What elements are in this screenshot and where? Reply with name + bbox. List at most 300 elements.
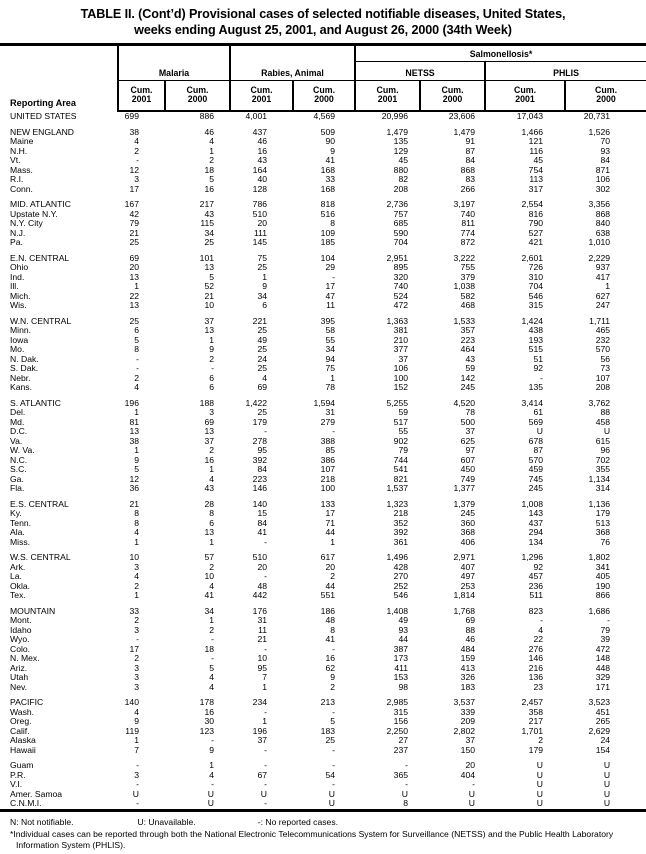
value-cell: 517 <box>393 417 409 427</box>
value-cell: 617 <box>320 553 336 562</box>
value-cell: 84 <box>257 465 268 474</box>
value-cell: 13 <box>129 301 139 310</box>
value-cell: 37 <box>465 736 476 745</box>
reporting-area-cell: Calif. <box>10 726 30 736</box>
value-cell: 510 <box>252 209 268 219</box>
value-cell: 186 <box>320 606 336 616</box>
table-row <box>0 437 646 447</box>
value-cell: 44 <box>398 635 409 644</box>
value-cell: 2 <box>134 616 139 625</box>
value-cell: 101 <box>199 253 215 263</box>
value-cell: 16 <box>257 146 268 156</box>
value-cell: 1,379 <box>453 499 476 509</box>
value-cell: 678 <box>528 436 544 446</box>
value-cell: 1,136 <box>588 499 611 509</box>
table-row <box>0 635 646 645</box>
footnote-star: *Individual cases can be reported through both the National Electronic Telecommunications System for Surveillance (NETSS) and the Public Health Laboratory Information System (PHLIS). <box>10 828 614 850</box>
value-cell: 392 <box>252 455 268 465</box>
value-cell: 279 <box>320 417 336 427</box>
value-cell: 638 <box>595 228 611 238</box>
value-cell: 41 <box>204 591 215 600</box>
table-row <box>0 427 646 437</box>
value-cell: 179 <box>252 417 268 427</box>
value-cell: 407 <box>460 562 476 572</box>
value-cell: 392 <box>393 528 409 537</box>
reporting-area-cell: Guam <box>10 761 34 770</box>
value-cell: 84 <box>257 518 268 528</box>
value-cell: 1,424 <box>521 316 544 326</box>
value-cell: - <box>136 156 139 165</box>
value-cell: 880 <box>393 165 409 175</box>
reporting-area-cell: N. Dak. <box>10 354 39 364</box>
value-cell: 685 <box>393 219 409 228</box>
value-cell: 541 <box>393 465 409 474</box>
value-cell: U <box>603 427 611 436</box>
value-cell: 88 <box>465 625 476 635</box>
value-cell: 821 <box>393 474 409 484</box>
value-cell: 4,569 <box>313 111 336 121</box>
value-cell: 33 <box>129 606 139 616</box>
value-cell: 57 <box>204 553 215 562</box>
value-cell: 451 <box>595 707 611 717</box>
value-cell: 355 <box>595 465 611 474</box>
value-cell: 196 <box>124 398 139 408</box>
value-cell: 92 <box>533 364 544 373</box>
value-cell: 111 <box>253 228 268 238</box>
value-cell: 13 <box>129 272 139 282</box>
value-cell: 31 <box>257 616 268 625</box>
value-cell: 79 <box>398 446 409 455</box>
value-cell: 55 <box>325 335 336 345</box>
value-cell: U <box>536 799 544 808</box>
value-cell: 265 <box>595 717 611 726</box>
table-row <box>0 364 646 374</box>
value-cell: 24 <box>257 354 268 364</box>
value-cell: 37 <box>204 316 215 326</box>
value-cell: 740 <box>393 282 409 291</box>
value-cell: 245 <box>460 383 476 392</box>
reporting-area-cell: Ariz. <box>10 663 28 673</box>
value-cell: 516 <box>320 209 336 219</box>
value-cell: 20,996 <box>381 111 409 121</box>
value-cell: 185 <box>320 238 336 247</box>
value-cell: 153 <box>393 673 409 682</box>
value-cell: 704 <box>393 238 409 247</box>
value-cell: - <box>136 635 139 644</box>
value-cell: 209 <box>460 717 476 726</box>
value-cell: - <box>332 272 336 282</box>
table-row <box>0 210 646 220</box>
value-cell: 2,736 <box>386 200 409 209</box>
table-row <box>0 200 646 210</box>
value-cell: 16 <box>204 455 215 465</box>
value-cell: 179 <box>528 745 544 755</box>
table-row <box>0 771 646 781</box>
value-cell: 36 <box>129 484 139 493</box>
value-cell: 13 <box>129 427 139 436</box>
value-cell: 176 <box>252 606 268 616</box>
value-cell: 2 <box>209 562 215 572</box>
value-cell: 2 <box>209 354 215 364</box>
value-cell: 314 <box>595 484 611 493</box>
value-cell: 168 <box>320 165 336 175</box>
table-row <box>0 282 646 292</box>
value-cell: 1 <box>262 272 268 282</box>
table-row <box>0 418 646 428</box>
value-cell: 21 <box>129 228 139 238</box>
value-cell: 2,951 <box>386 253 409 263</box>
value-cell: 49 <box>398 616 409 625</box>
reporting-area-cell: Mont. <box>10 616 32 625</box>
value-cell: 168 <box>320 184 336 194</box>
value-cell: 10 <box>257 654 268 663</box>
value-cell: 223 <box>460 335 476 345</box>
table-row <box>0 229 646 239</box>
value-cell: 20 <box>325 562 336 572</box>
reporting-area-cell: Maine <box>10 137 34 146</box>
value-cell: 6 <box>262 301 268 310</box>
value-cell: 79 <box>129 219 139 228</box>
reporting-area-cell: PACIFIC <box>10 698 44 707</box>
value-cell: - <box>264 537 268 547</box>
value-cell: 278 <box>252 436 268 446</box>
table-row <box>0 528 646 538</box>
value-cell: 937 <box>595 263 611 272</box>
reporting-area-cell: S. Dak. <box>10 364 39 373</box>
reporting-area-cell: La. <box>10 572 22 581</box>
reporting-area-cell: N.Y. City <box>10 219 43 228</box>
value-cell: 1 <box>209 761 215 770</box>
value-cell: 59 <box>398 408 409 417</box>
reporting-area-cell: Alaska <box>10 736 36 745</box>
value-cell: 37 <box>465 427 476 436</box>
value-cell: 310 <box>528 272 544 282</box>
value-cell: 87 <box>465 146 476 156</box>
value-cell: 113 <box>529 175 544 184</box>
value-cell: 377 <box>393 345 409 354</box>
value-cell: 33 <box>325 175 336 184</box>
value-cell: 1,363 <box>386 316 409 326</box>
footnote-not-notifiable: N: Not notifiable. <box>10 816 74 827</box>
reporting-area-cell: Ky. <box>10 509 22 518</box>
value-cell: 4 <box>209 581 215 591</box>
value-cell: 4 <box>209 474 215 484</box>
value-cell: 4 <box>209 673 215 682</box>
value-cell: 9 <box>209 745 215 755</box>
value-cell: 341 <box>595 562 611 572</box>
value-cell: 886 <box>199 111 215 121</box>
value-cell: 607 <box>460 455 476 465</box>
col-header-malaria-2001: Cum. 2001 <box>118 81 165 112</box>
value-cell: 8 <box>134 509 139 518</box>
value-cell: 91 <box>465 137 476 146</box>
table-row <box>0 273 646 283</box>
value-cell: 121 <box>528 137 544 146</box>
value-cell: 757 <box>393 209 409 219</box>
value-cell: 3 <box>134 562 139 572</box>
value-cell: 51 <box>533 354 544 364</box>
reporting-area-cell: Ark. <box>10 562 26 572</box>
value-cell: 1,008 <box>521 499 544 509</box>
value-cell: 16 <box>325 654 336 663</box>
value-cell: 39 <box>600 635 611 644</box>
value-cell: - <box>264 780 268 789</box>
table-row <box>0 408 646 418</box>
value-cell: 140 <box>124 698 139 707</box>
reporting-area-cell: MID. ATLANTIC <box>10 200 71 209</box>
reporting-area-cell: Tenn. <box>10 518 32 528</box>
value-cell: 217 <box>528 717 544 726</box>
table-row <box>0 673 646 683</box>
disease-table <box>0 43 646 812</box>
table-row <box>0 238 646 248</box>
value-cell: 94 <box>325 354 336 364</box>
value-cell: - <box>332 761 336 770</box>
value-cell: 388 <box>320 436 336 446</box>
table-row <box>0 799 646 810</box>
col-header-phlis-2000: Cum. 2000 <box>565 81 646 112</box>
value-cell: - <box>264 707 268 717</box>
value-cell: 368 <box>595 528 611 537</box>
value-cell: 115 <box>200 219 215 228</box>
value-cell: 317 <box>528 184 544 194</box>
value-cell: U <box>603 799 611 808</box>
value-cell: 515 <box>528 345 544 354</box>
value-cell: 48 <box>257 581 268 591</box>
value-cell: - <box>211 654 215 663</box>
value-cell: 38 <box>129 436 139 446</box>
value-cell: 90 <box>325 137 336 146</box>
value-cell: 100 <box>320 484 336 493</box>
value-cell: 590 <box>393 228 409 238</box>
value-cell: 2 <box>134 373 139 383</box>
reporting-area-cell: UNITED STATES <box>10 111 77 121</box>
table-row <box>0 326 646 336</box>
value-cell: - <box>264 799 268 808</box>
table-row <box>0 185 646 195</box>
value-cell: 188 <box>199 398 215 408</box>
value-cell: 40 <box>257 175 268 184</box>
value-cell: U <box>468 799 476 808</box>
value-cell: 159 <box>460 654 476 663</box>
value-cell: 87 <box>533 446 544 455</box>
value-cell: 774 <box>460 228 476 238</box>
value-cell: 3 <box>134 673 139 682</box>
value-cell: 43 <box>204 484 215 493</box>
value-cell: 13 <box>204 528 215 537</box>
value-cell: 20,731 <box>583 111 611 121</box>
reporting-area-cell: Pa. <box>10 238 23 247</box>
value-cell: 437 <box>252 127 268 137</box>
reporting-area-cell: N. Mex. <box>10 654 40 663</box>
reporting-area-cell: N.J. <box>10 228 26 238</box>
value-cell: 3,523 <box>588 698 611 707</box>
value-cell: - <box>472 780 476 789</box>
value-cell: 315 <box>393 707 409 717</box>
value-cell: 236 <box>528 581 544 591</box>
value-cell: 133 <box>320 499 336 509</box>
value-cell: 511 <box>529 591 544 600</box>
value-cell: 154 <box>595 745 611 755</box>
value-cell: 546 <box>393 591 409 600</box>
value-cell: 234 <box>252 698 268 707</box>
reporting-area-cell: P.R. <box>10 770 26 780</box>
value-cell: 9 <box>134 455 139 465</box>
value-cell: - <box>211 780 215 789</box>
value-cell: 46 <box>257 137 268 146</box>
value-cell: 37 <box>204 436 215 446</box>
table-row <box>0 263 646 273</box>
value-cell: 17 <box>325 509 336 518</box>
value-cell: 12 <box>129 165 139 175</box>
value-cell: 458 <box>595 417 611 427</box>
value-cell: 745 <box>528 474 544 484</box>
value-cell: 4 <box>209 770 215 780</box>
value-cell: 223 <box>252 474 268 484</box>
value-cell: 1 <box>262 682 268 692</box>
table-row <box>0 616 646 626</box>
value-cell: 17 <box>129 184 139 194</box>
table-row <box>0 761 646 771</box>
col-header-malaria-2000: Cum. 2000 <box>165 81 230 112</box>
value-cell: 23,606 <box>448 111 476 121</box>
value-cell: 357 <box>460 326 476 335</box>
value-cell: 164 <box>252 165 268 175</box>
value-cell: 183 <box>460 682 476 692</box>
value-cell: U <box>603 770 611 780</box>
value-cell: 25 <box>325 736 336 745</box>
table-row <box>0 317 646 327</box>
value-cell: - <box>332 644 336 654</box>
value-cell: 582 <box>460 291 476 301</box>
value-cell: - <box>136 761 139 770</box>
reporting-area-cell: Minn. <box>10 326 32 335</box>
value-cell: 1,134 <box>588 474 611 484</box>
value-cell: 42 <box>129 209 139 219</box>
value-cell: 73 <box>600 364 611 373</box>
table-row <box>0 727 646 737</box>
col-header-netss-2000: Cum. 2000 <box>420 81 485 112</box>
value-cell: 625 <box>460 436 476 446</box>
value-cell: 2,250 <box>386 726 409 736</box>
reporting-area-cell: Upstate N.Y. <box>10 209 58 219</box>
reporting-area-cell: W.S. CENTRAL <box>10 553 71 562</box>
value-cell: 20 <box>257 219 268 228</box>
value-cell: 5 <box>209 175 215 184</box>
reporting-area-cell: Miss. <box>10 537 31 547</box>
value-cell: 8 <box>134 345 139 354</box>
value-cell: 30 <box>204 717 215 726</box>
value-cell: 868 <box>595 209 611 219</box>
value-cell: 546 <box>528 291 544 301</box>
value-cell: 527 <box>528 228 544 238</box>
value-cell: 405 <box>595 572 611 581</box>
value-cell: 468 <box>460 301 476 310</box>
value-cell: 2,554 <box>521 200 544 209</box>
reporting-area-cell: Wyo. <box>10 635 30 644</box>
reporting-area-cell: Md. <box>10 417 25 427</box>
value-cell: 1 <box>330 537 336 547</box>
value-cell: 437 <box>528 518 544 528</box>
value-cell: 1,479 <box>386 127 409 137</box>
value-cell: 232 <box>595 335 611 345</box>
value-cell: 404 <box>460 770 476 780</box>
value-cell: 786 <box>252 200 268 209</box>
table-row <box>0 736 646 746</box>
reporting-area-cell: Utah <box>10 673 29 682</box>
value-cell: 136 <box>528 673 544 682</box>
table-row <box>0 484 646 494</box>
value-cell: 352 <box>393 518 409 528</box>
value-cell: 44 <box>325 581 336 591</box>
value-cell: 81 <box>129 417 139 427</box>
table-row <box>0 780 646 790</box>
value-cell: 41 <box>257 528 268 537</box>
reporting-area-cell: W.N. CENTRAL <box>10 316 72 326</box>
value-cell: 1,814 <box>453 591 476 600</box>
value-cell: 25 <box>257 326 268 335</box>
table-row <box>0 746 646 756</box>
reporting-area-cell: Mo. <box>10 345 25 354</box>
value-cell: 95 <box>257 446 268 455</box>
value-cell: - <box>332 780 336 789</box>
value-cell: - <box>211 364 215 373</box>
value-cell: 379 <box>460 272 476 282</box>
table-row <box>0 626 646 636</box>
value-cell: 5 <box>209 272 215 282</box>
value-cell: 1 <box>134 408 139 417</box>
value-cell: 2 <box>209 625 215 635</box>
value-cell: 8 <box>403 799 409 808</box>
value-cell: 88 <box>600 408 611 417</box>
value-cell: 45 <box>533 156 544 165</box>
value-cell: - <box>540 373 544 383</box>
value-cell: 150 <box>460 745 476 755</box>
value-cell: 4 <box>209 682 215 692</box>
value-cell: 1,479 <box>453 127 476 137</box>
value-cell: U <box>536 789 544 799</box>
table-row <box>0 465 646 475</box>
value-cell: 2,971 <box>453 553 476 562</box>
table-title <box>0 0 646 38</box>
value-cell: - <box>264 572 268 581</box>
value-cell: 4 <box>134 137 139 146</box>
value-cell: 4 <box>134 572 139 581</box>
reporting-area-cell: Oreg. <box>10 717 32 726</box>
value-cell: 457 <box>528 572 544 581</box>
value-cell: 2 <box>209 156 215 165</box>
value-cell: 49 <box>257 335 268 345</box>
reporting-area-cell: Nev. <box>10 682 28 692</box>
value-cell: 570 <box>528 455 544 465</box>
value-cell: 428 <box>393 562 409 572</box>
value-cell: 142 <box>460 373 476 383</box>
value-cell: 2 <box>330 572 336 581</box>
table-row <box>0 591 646 601</box>
value-cell: 360 <box>460 518 476 528</box>
reporting-area-cell: NEW ENGLAND <box>10 127 74 137</box>
reporting-area-cell: W. Va. <box>10 446 35 455</box>
value-cell: U <box>536 770 544 780</box>
value-cell: U <box>603 789 611 799</box>
value-cell: 7 <box>134 745 139 755</box>
value-cell: 152 <box>393 383 409 392</box>
reporting-area-cell: Iowa <box>10 335 29 345</box>
value-cell: 69 <box>129 253 139 263</box>
value-cell: 1,496 <box>386 553 409 562</box>
value-cell: 3,356 <box>588 200 611 209</box>
table-row <box>0 336 646 346</box>
